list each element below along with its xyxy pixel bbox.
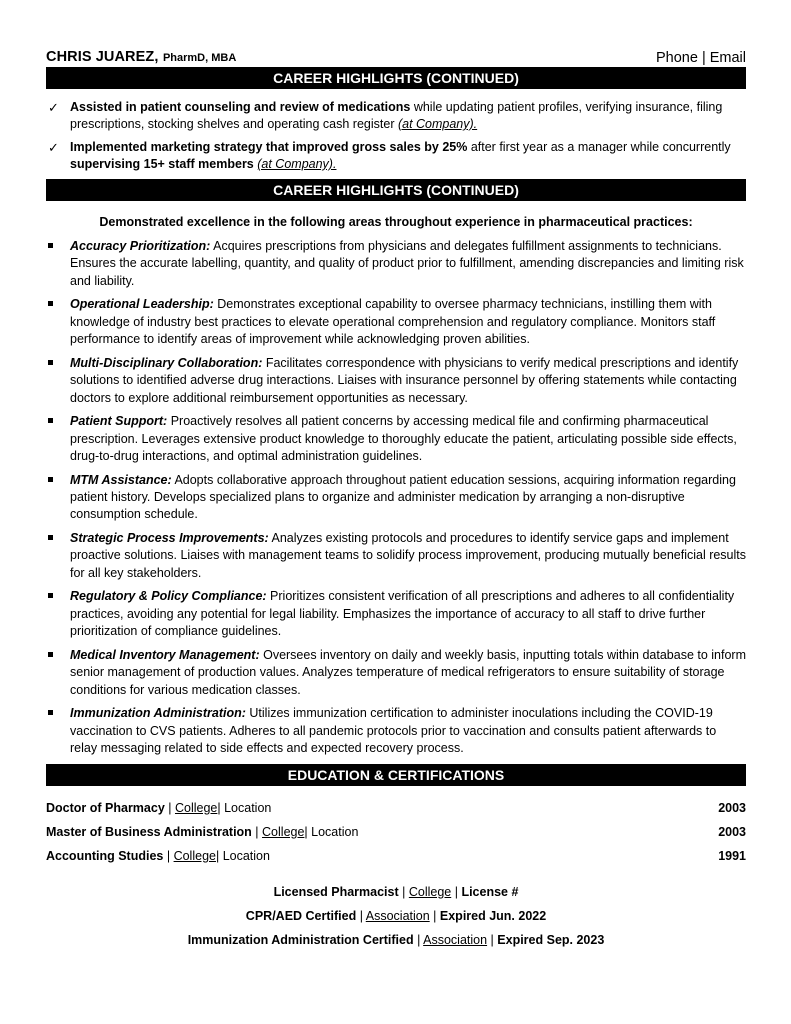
section-title-education: EDUCATION & CERTIFICATIONS: [46, 764, 746, 786]
competency-text: Prioritizes consistent verification of all prescriptions and adheres to all confidentiality practices, avoiding any potential for legal liability. Emphasizes the importance of accuracy to all staff to drive further prioritization of compliance guidelines.: [70, 589, 735, 639]
competency-term: Patient Support:: [70, 414, 168, 429]
checkmark-icon: ✓: [48, 140, 59, 155]
section-title-highlights-2: CAREER HIGHLIGHTS (CONTINUED): [46, 179, 746, 201]
checklist-item: [46, 99, 746, 133]
competency-item: [46, 705, 746, 757]
competency-item: [46, 530, 746, 582]
bullet-square-icon: [48, 360, 53, 365]
bullet-square-icon: [48, 710, 53, 715]
checklist-item-bold: Assisted in patient counseling and review of medications: [70, 100, 411, 114]
company-link[interactable]: (at Company).: [257, 157, 337, 171]
checklist-item: [46, 139, 746, 173]
company-link[interactable]: (at Company).: [397, 117, 478, 131]
competency-text: Facilitates correspondence with physicians to verify medical prescriptions and identify solutions to identified adverse drug interactions. Liaises with insurance personnel by offering statements while contacting doctors to explore additional reimbursement opportunities as necessary.: [70, 355, 739, 405]
resume-header: [46, 46, 746, 66]
separator: |: [356, 908, 366, 923]
bullet-square-icon: [48, 477, 53, 482]
competency-term: Strategic Process Improvements:: [70, 531, 269, 546]
school-link[interactable]: College: [174, 800, 218, 815]
competency-term: Operational Leadership:: [70, 297, 214, 312]
degree-year: 1991: [718, 848, 746, 863]
competency-item: [46, 472, 746, 524]
contact-info: Phone | Email: [655, 50, 746, 66]
bullet-square-icon: [48, 243, 53, 248]
certifying-org-link[interactable]: College: [408, 884, 452, 899]
checklist-item-text: after first year as a manager while concurrently: [467, 140, 731, 154]
checklist-item-bold: supervising 15+ staff members: [70, 157, 254, 171]
resume-page: [46, 46, 746, 956]
certification-row: [46, 908, 746, 925]
competency-term: MTM Assistance:: [70, 472, 172, 487]
separator: |: [429, 908, 440, 923]
bullet-square-icon: [48, 418, 53, 423]
competency-text: Utilizes immunization certification to administer inoculations including the COVID-19 vaccination to CVS patients. Adheres to all pandemic protocols prior to vaccination and consults patient afterwards to relay messaging related to side effects and expected recovery process.: [70, 706, 717, 756]
location-text: | Location: [217, 800, 272, 815]
certification-row: [46, 932, 746, 949]
education-list: [46, 800, 746, 865]
education-row: [46, 824, 746, 841]
certification-row: [46, 884, 746, 901]
competency-item: [46, 238, 746, 290]
competency-item: [46, 296, 746, 348]
location-text: | Location: [304, 824, 359, 839]
competency-list: [46, 238, 746, 757]
certification-list: [46, 884, 746, 949]
candidate-name: CHRIS JUAREZ,: [46, 49, 159, 65]
competency-text: Acquires prescriptions from physicians and delegates fulfillment assignments to technicians. Ensures the accurate labelling, quantity, and quality of product prior to fulfillment, amending discrepancies and limiting risk and liability.: [70, 239, 744, 288]
competency-item: [46, 355, 746, 407]
location-text: | Location: [215, 848, 270, 863]
separator: |: [487, 932, 498, 947]
competency-text: Adopts collaborative approach throughout patient education sessions, acquiring information regarding patient history. Develops specialized plans to organize and administer medication by arranging a non-disruptive consumption schedule.: [70, 472, 736, 522]
competency-item: [46, 413, 746, 465]
checklist-item-bold: Implemented marketing strategy that improved gross sales by 25%: [70, 140, 468, 154]
certifying-org-link[interactable]: Association: [423, 932, 488, 947]
certifying-org-link[interactable]: Association: [365, 908, 430, 923]
certification-name: Immunization Administration Certified: [187, 932, 414, 947]
education-row: [46, 848, 746, 865]
certification-detail: Expired Sep. 2023: [497, 932, 605, 947]
education-row: [46, 800, 746, 817]
degree-name: Accounting Studies: [46, 848, 164, 863]
certification-detail: License #: [461, 884, 519, 899]
bullet-square-icon: [48, 535, 53, 540]
competency-text: Analyzes existing protocols and procedures to identify service gaps and implement proactive solutions. Liaises with management teams to solidify process improvement, producing mutually beneficial results for all key stakeholders.: [70, 531, 747, 580]
competency-term: Accuracy Prioritization:: [70, 239, 211, 253]
degree-name: Doctor of Pharmacy: [46, 800, 165, 815]
competency-text: Oversees inventory on daily and weekly basis, inputting totals within database to inform senior management of production values. Analyzes temperature of medical refrigerators to ensure suitability of storage conditions for various medication classes.: [70, 647, 746, 697]
checklist-item-text: while updating patient profiles, verifying insurance, filing prescriptions, stocking shelves and operating cash register: [70, 100, 723, 131]
competency-item: [46, 588, 746, 640]
degree-year: 2003: [718, 824, 746, 839]
candidate-name-block: [46, 48, 236, 66]
bullet-square-icon: [48, 301, 53, 306]
school-link[interactable]: College: [262, 824, 305, 839]
competency-term: Medical Inventory Management:: [70, 647, 260, 662]
candidate-credentials: PharmD, MBA: [162, 52, 237, 64]
separator: |: [451, 884, 462, 899]
competency-term: Immunization Administration:: [70, 706, 246, 721]
section-title-highlights-1: CAREER HIGHLIGHTS (CONTINUED): [46, 67, 746, 89]
separator: |: [413, 932, 424, 947]
school-link[interactable]: College: [173, 848, 216, 863]
bullet-square-icon: [48, 652, 53, 657]
certification-name: CPR/AED Certified: [245, 908, 357, 923]
checkmark-icon: ✓: [48, 100, 59, 115]
competency-text: Proactively resolves all patient concerns by accessing medical file and confirming pharmaceutical prescription. Leverages extensive product knowledge to thoroughly educate the patient, articulating possible side effects, drug-to-drug interactions, and optimal administration guidelines.: [70, 414, 737, 464]
certification-detail: Expired Jun. 2022: [439, 908, 547, 923]
separator: |: [163, 848, 174, 863]
competency-term: Regulatory & Policy Compliance:: [70, 589, 267, 604]
highlights-intro: Demonstrated excellence in the following areas throughout experience in pharmaceutical practices:: [99, 215, 693, 229]
certification-name: Licensed Pharmacist: [273, 884, 399, 899]
degree-name: Master of Business Administration: [46, 824, 252, 839]
highlights-checklist: [46, 99, 746, 173]
separator: |: [164, 800, 175, 815]
competency-term: Multi-Disciplinary Collaboration:: [70, 355, 263, 370]
competency-item: [46, 647, 746, 699]
separator: |: [398, 884, 409, 899]
bullet-square-icon: [48, 593, 53, 598]
separator: |: [251, 824, 263, 839]
competency-text: Demonstrates exceptional capability to oversee pharmacy technicians, instilling them with knowledge of industry best practices to elevate operational comprehension and regulatory compliance. Monitors staff performance to identify areas of improvement while acknowledging proven abilities.: [70, 297, 716, 347]
degree-year: 2003: [718, 800, 746, 815]
